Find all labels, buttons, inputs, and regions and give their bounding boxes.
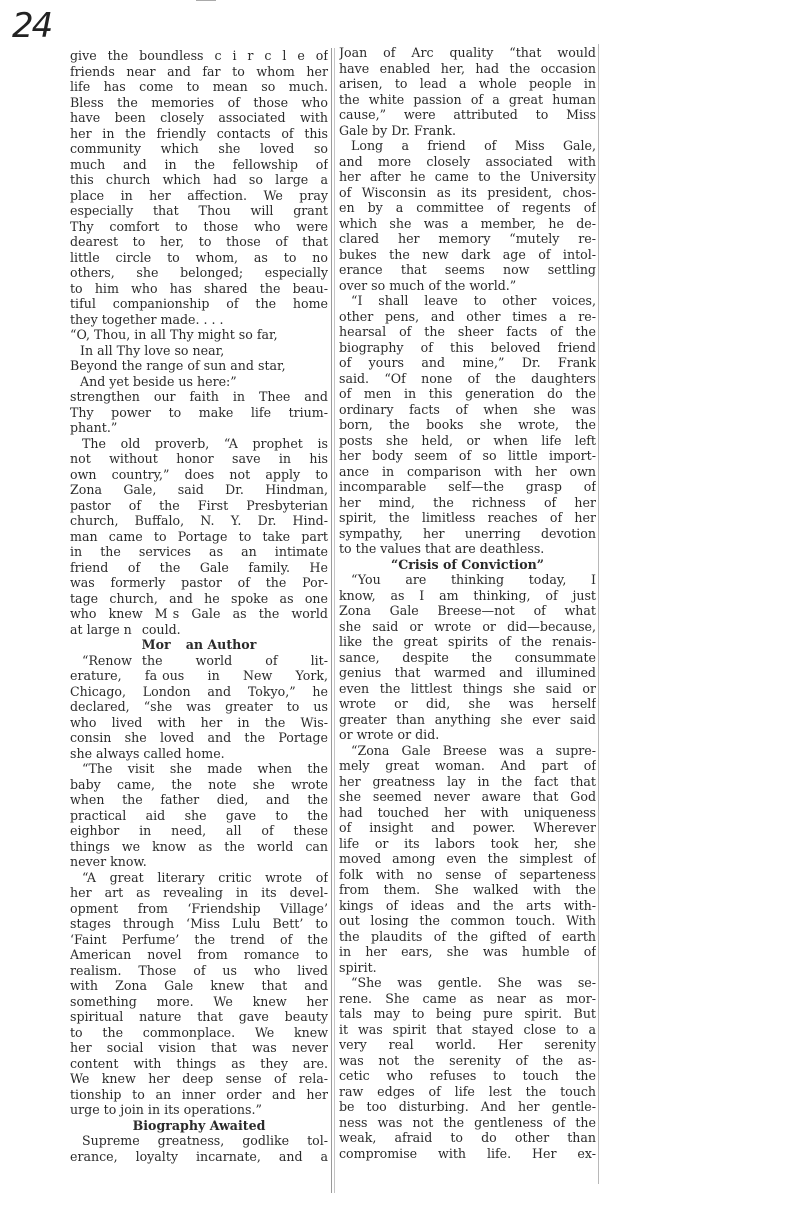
text-line: genius that warmed and illumined	[339, 665, 596, 680]
text-line: stages through ‘Miss Lulu Bett’ to	[70, 916, 328, 931]
text-line: weak, afraid to do other than	[339, 1130, 596, 1145]
text-line: We knew her deep sense of rela-	[70, 1071, 328, 1086]
text-line: wrote or did, she was herself	[339, 696, 596, 711]
text-line: pastor of the First Presbyterian	[70, 497, 328, 513]
text-line: her mind, the richness of her	[339, 494, 596, 510]
text-line: Long a friend of Miss Gale,	[351, 138, 596, 153]
text-line: “You are thinking today, I	[351, 572, 596, 587]
text-line: en by a committee of regents of	[339, 200, 596, 215]
text-line: church, Buffalo, N. Y. Dr. Hind-	[70, 513, 328, 528]
text-line: her body seem of so little import-	[339, 448, 596, 463]
text-line: her after he came to the University	[339, 169, 596, 184]
text-line: moved among even the simplest of	[339, 851, 596, 866]
text-line: at large n could.	[70, 621, 181, 637]
text-line: ness was not the gentleness of the	[339, 1114, 596, 1130]
text-line: ‘Faint Perfume’ the trend of the	[70, 931, 328, 947]
text-line: kings of ideas and the arts with-	[339, 897, 596, 913]
text-line: realism. Those of us who lived	[70, 962, 328, 978]
text-line: she said or wrote or did—because,	[339, 618, 596, 634]
paragraph	[339, 293, 596, 557]
text-line: baby came, the note she wrote	[70, 776, 328, 792]
text-line: said. “Of none of the daughters	[339, 370, 596, 386]
text-line: sympathy, her unerring devotion	[339, 525, 596, 541]
text-line: eighbor in need, all of these	[70, 823, 328, 838]
text-line: spiritual nature that gave beauty	[70, 1009, 328, 1024]
text-line: others, she belonged; especially	[70, 265, 328, 280]
text-line: had touched her with uniqueness	[339, 804, 596, 820]
paragraph	[339, 975, 596, 1161]
text-line: Zona Gale, said Dr. Hindman,	[70, 482, 328, 497]
text-line: Gale by Dr. Frank.	[339, 122, 456, 138]
paragraph	[70, 653, 328, 762]
page-number: 24	[12, 6, 52, 46]
text-line: her in the friendly contacts of this	[70, 125, 328, 141]
paragraph	[70, 761, 328, 870]
text-line: phant.”	[70, 420, 118, 435]
poem-stanza	[70, 327, 328, 389]
text-line: “The visit she made when the	[82, 761, 328, 776]
text-line: of yours and mine,” Dr. Frank	[339, 355, 596, 370]
paragraph	[339, 45, 596, 138]
text-line: “A great literary critic wrote of	[82, 869, 328, 885]
text-line: arisen, to lead a whole people in	[339, 76, 596, 91]
text-line: of men in this generation do the	[339, 386, 596, 401]
text-line: have enabled her, had the occasion	[339, 60, 596, 76]
text-line: of Wisconsin as its president, chos-	[339, 184, 596, 200]
paragraph	[339, 572, 596, 743]
text-line: Joan of Arc quality “that would	[339, 45, 596, 60]
column-divider	[334, 48, 335, 1193]
column-edge-rule	[598, 44, 599, 1184]
text-line: or wrote or did.	[339, 727, 440, 742]
text-line: was not the serenity of the as-	[339, 1052, 596, 1068]
text-line: community which she loved so	[70, 141, 328, 156]
text-line: urge to join in its operations.”	[70, 1102, 262, 1117]
paragraph	[70, 1133, 328, 1164]
section-subhead: “Crisis of Conviction”	[391, 556, 544, 572]
paragraph	[70, 48, 328, 327]
text-line: was formerly pastor of the Por-	[70, 575, 328, 590]
text-line: strengthen our faith in Thee and	[70, 389, 328, 404]
text-line: In all Thy love so near,	[80, 342, 225, 358]
text-line: her art as revealing in its devel-	[70, 885, 328, 900]
text-line: which she was a member, he de-	[339, 215, 596, 231]
text-line: erance that seems now settling	[339, 262, 596, 277]
text-line: much and in the fellowship of	[70, 156, 328, 172]
text-line: friends near and far to whom her	[70, 63, 328, 79]
text-line: give the boundless c i r c l e of	[70, 48, 328, 63]
paragraph	[70, 436, 328, 638]
text-line: And yet beside us here:”	[80, 373, 237, 389]
text-line: she always called home.	[70, 745, 225, 761]
text-line: in her ears, she was humble of	[339, 944, 596, 959]
text-line: something more. We knew her	[70, 993, 328, 1009]
text-line: “Zona Gale Breese was a supre-	[351, 742, 596, 758]
text-line: “Renow the world of lit-	[82, 652, 328, 668]
text-line: life has come to mean so much.	[70, 79, 328, 94]
text-line: Zona Gale Breese—not of what	[339, 603, 596, 618]
text-line: it was spirit that stayed close to a	[339, 1021, 596, 1037]
text-line: friend of the Gale family. He	[70, 559, 328, 575]
text-line: “I shall leave to other voices,	[351, 293, 596, 308]
text-line: born, the books she wrote, the	[339, 417, 596, 432]
text-line: Bless the memories of those who	[70, 94, 328, 110]
text-line: Supreme greatness, godlike tol-	[82, 1133, 328, 1148]
text-line: they together made. . . .	[70, 311, 224, 327]
text-line: to him who has shared the beau-	[70, 280, 328, 296]
text-line: like the great spirits of the renais-	[339, 634, 596, 649]
text-line: have been closely associated with	[70, 110, 328, 125]
text-line: the plaudits of the gifted of earth	[339, 928, 596, 944]
text-line: biography of this beloved friend	[339, 339, 596, 355]
article-column-right	[339, 45, 596, 1161]
text-line: folk with no sense of separteness	[339, 866, 596, 882]
article-column-left	[70, 48, 328, 1164]
text-line: spirit, the limitless reaches of her	[339, 510, 596, 525]
text-line: when the father died, and the	[70, 792, 328, 807]
text-line: her greatness lay in the fact that	[339, 773, 596, 789]
text-line: this church which had so large a	[70, 172, 328, 187]
text-line: Chicago, London and Tokyo,” he	[70, 683, 328, 699]
text-line: rene. She came as near as mor-	[339, 990, 596, 1006]
text-line: tage church, and he spoke as one	[70, 590, 328, 606]
section-subhead: Mor an Author	[141, 637, 257, 652]
scan-mark	[196, 0, 216, 1]
text-line: “She was gentle. She was se-	[351, 975, 596, 990]
text-line: cause,” were attributed to Miss	[339, 107, 596, 122]
text-line: American novel from romance to	[70, 947, 328, 962]
text-line: who lived with her in the Wis-	[70, 714, 328, 730]
text-line: with Zona Gale knew that and	[70, 978, 328, 993]
paragraph	[339, 743, 596, 976]
text-line: own country,” does not apply to	[70, 466, 328, 482]
text-line: consin she loved and the Portage	[70, 730, 328, 745]
section-subhead: Biography Awaited	[132, 1117, 266, 1133]
text-line: erature, fa ous in New York,	[70, 668, 328, 683]
text-line: erance, loyalty incarnate, and a	[70, 1148, 328, 1164]
paragraph	[339, 138, 596, 293]
column-divider	[331, 48, 332, 1193]
text-line: mely great woman. And part of	[339, 758, 596, 773]
text-line: The old proverb, “A prophet is	[82, 435, 328, 451]
text-line: dearest to her, to those of that	[70, 234, 328, 249]
text-line: clared her memory “mutely re-	[339, 231, 596, 246]
text-line: spirit.	[339, 959, 377, 975]
text-line: content with things as they are.	[70, 1055, 328, 1071]
text-line: tiful companionship of the home	[70, 296, 328, 311]
text-line: ordinary facts of when she was	[339, 401, 596, 417]
text-line: to the commonplace. We knew	[70, 1024, 328, 1040]
text-line: who knew M s Gale as the world	[70, 606, 328, 621]
text-line: “O, Thou, in all Thy might so far,	[70, 327, 278, 342]
text-line: Beyond the range of sun and star,	[70, 358, 286, 373]
text-line: to the values that are deathless.	[339, 541, 545, 556]
text-line: man came to Portage to take part	[70, 528, 328, 544]
text-line: especially that Thou will grant	[70, 203, 328, 218]
text-line: hearsal of the sheer facts of the	[339, 324, 596, 339]
text-line: her social vision that was never	[70, 1040, 328, 1055]
text-line: not without honor save in his	[70, 451, 328, 466]
text-line: even the littlest things she said or	[339, 680, 596, 696]
text-line: the white passion of a great human	[339, 91, 596, 107]
text-line: raw edges of life lest the touch	[339, 1083, 596, 1099]
text-line: things we know as the world can	[70, 838, 328, 854]
text-line: other pens, and other times a re-	[339, 308, 596, 324]
text-line: she seemed never aware that God	[339, 789, 596, 804]
text-line: very real world. Her serenity	[339, 1037, 596, 1052]
text-line: of insight and power. Wherever	[339, 820, 596, 835]
text-line: incomparable self—the grasp of	[339, 479, 596, 494]
text-line: tals may to being pure spirit. But	[339, 1006, 596, 1021]
text-line: from them. She walked with the	[339, 882, 596, 897]
text-line: opment from ‘Friendship Village’	[70, 900, 328, 916]
text-line: practical aid she gave to the	[70, 807, 328, 823]
text-line: tionship to an inner order and her	[70, 1086, 328, 1102]
text-line: bukes the new dark age of intol-	[339, 246, 596, 262]
text-line: posts she held, or when life left	[339, 432, 596, 448]
text-line: life or its labors took her, she	[339, 835, 596, 851]
paragraph	[70, 870, 328, 1118]
text-line: and more closely associated with	[339, 153, 596, 169]
text-line: compromise with life. Her ex-	[339, 1145, 596, 1161]
text-line: know, as I am thinking, of just	[339, 587, 596, 603]
text-line: over so much of the world.”	[339, 277, 517, 293]
text-line: place in her affection. We pray	[70, 187, 328, 203]
text-line: little circle to whom, as to no	[70, 249, 328, 265]
text-line: Thy power to make life trium-	[70, 404, 328, 420]
text-line: Thy comfort to those who were	[70, 218, 328, 234]
text-line: out losing the common touch. With	[339, 913, 596, 928]
text-line: ance in comparison with her own	[339, 463, 596, 479]
text-line: be too disturbing. And her gentle-	[339, 1099, 596, 1114]
text-line: greater than anything she ever said	[339, 711, 596, 727]
text-line: cetic who refuses to touch the	[339, 1068, 596, 1083]
paragraph	[70, 389, 328, 436]
text-line: never know.	[70, 854, 147, 869]
text-line: sance, despite the consummate	[339, 649, 596, 665]
text-line: in the services as an intimate	[70, 544, 328, 559]
text-line: declared, “she was greater to us	[70, 699, 328, 714]
